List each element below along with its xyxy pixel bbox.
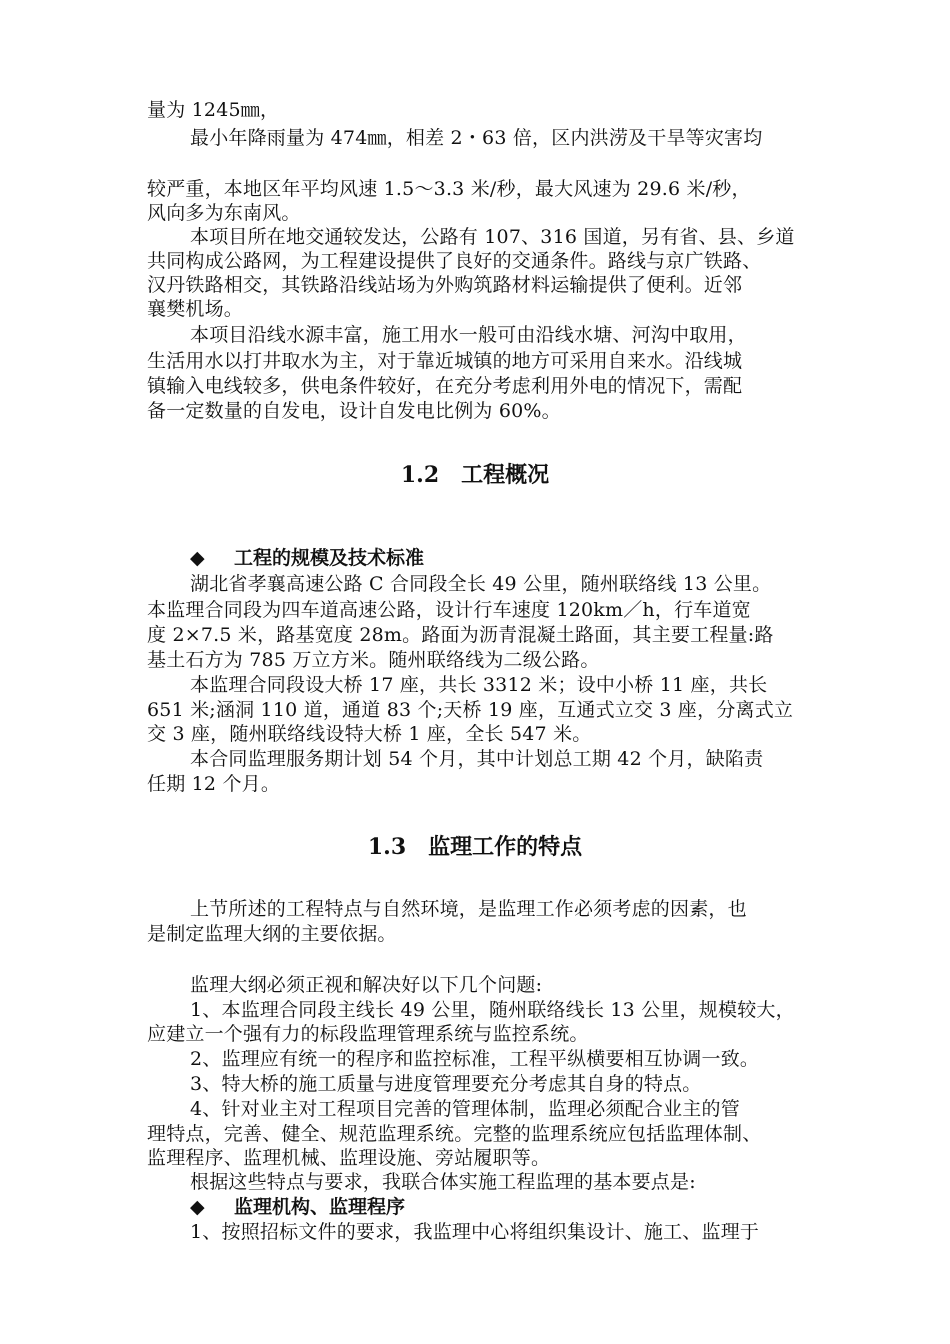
text-line: 汉丹铁路相交，其铁路沿线站场为外购筑路材料运输提供了便利。近邻 [147,274,743,296]
text-line: 1、本监理合同段主线长 49 公里，随州联络线长 13 公里，规模较大， [190,999,795,1021]
bullet-heading [190,1195,405,1219]
bullet-heading [190,546,424,570]
text-line: 根据这些特点与要求，我联合体实施工程监理的基本要点是: [190,1171,696,1193]
text-line: 本项目沿线水源丰富，施工用水一般可由沿线水塘、河沟中取用， [190,324,747,346]
text-line: 交 3 座，随州联络线设特大桥 1 座，全长 547 米。 [147,723,592,745]
text-line: 镇输入电线较多，供电条件较好，在充分考虑利用外电的情况下，需配 [147,375,743,397]
text-line: 量为 1245㎜， [147,99,280,121]
bullet-title: 工程的规模及技术标准 [234,547,425,569]
text-line: 应建立一个强有力的标段监理管理系统与监控系统。 [147,1023,589,1045]
bullet-title: 监理机构、监理程序 [234,1196,406,1218]
text-line: 度 2×7.5 米，路基宽度 28m。路面为沥青混凝土路面，其主要工程量:路 [147,624,774,646]
text-line: 本监理合同段设大桥 17 座，共长 3312 米；设中小桥 11 座，共长 [190,674,768,696]
text-line: 湖北省孝襄高速公路 C 合同段全长 49 公里，随州联络线 13 公里。 [190,573,772,595]
text-line: 基土石方为 785 万立方米。随州联络线为二级公路。 [147,649,600,671]
section-heading: 1.3 监理工作的特点 [367,834,583,860]
text-line: 最小年降雨量为 474㎜，相差 2・63 倍，区内洪涝及干旱等灾害均 [190,127,763,149]
text-line: 备一定数量的自发电，设计自发电比例为 60%。 [147,400,561,422]
text-line: 本监理合同段为四车道高速公路，设计行车速度 120km／h，行车道宽 [147,599,751,621]
text-line: 4、针对业主对工程项目完善的管理体制，监理必须配合业主的管 [190,1098,740,1120]
text-line: 监理程序、监理机械、监理设施、旁站履职等。 [147,1147,551,1169]
text-line: 651 米;涵洞 110 道，通道 83 个;天桥 19 座，互通式立交 3 座，分离式立 [147,699,794,721]
text-line: 是制定监理大纲的主要依据。 [147,923,397,945]
text-line: 生活用水以打井取水为主，对于靠近城镇的地方可采用自来水。沿线城 [147,350,743,372]
section-heading: 1.2 工程概况 [400,462,550,488]
diamond-bullet-icon: ◆ [190,1196,205,1218]
text-line: 2、监理应有统一的程序和监控标准，工程平纵横要相互协调一致。 [190,1048,760,1070]
text-line: 监理大纲必须正视和解决好以下几个问题: [190,974,543,996]
text-line: 3、特大桥的施工质量与进度管理要充分考虑其自身的特点。 [190,1073,702,1095]
text-line: 本项目所在地交通较发达，公路有 107、316 国道，另有省、县、乡道 [190,226,795,248]
text-line: 风向多为东南风。 [147,202,301,224]
text-line: 较严重，本地区年平均风速 1.5～3.3 米/秒，最大风速为 29.6 米/秒， [147,178,751,200]
text-line: 上节所述的工程特点与自然环境，是监理工作必须考虑的因素，也 [190,898,747,920]
text-line: 本合同监理服务期计划 54 个月，其中计划总工期 42 个月，缺陷责 [190,748,764,770]
text-line: 1、按照招标文件的要求，我监理中心将组织集设计、施工、监理于 [190,1221,760,1243]
text-line: 共同构成公路网，为工程建设提供了良好的交通条件。路线与京广铁路、 [147,250,762,272]
text-line: 襄樊机场。 [147,298,244,320]
text-line: 理特点，完善、健全、规范监理系统。完整的监理系统应包括监理体制、 [147,1123,762,1145]
diamond-bullet-icon: ◆ [190,547,205,569]
text-line: 任期 12 个月。 [147,773,281,795]
